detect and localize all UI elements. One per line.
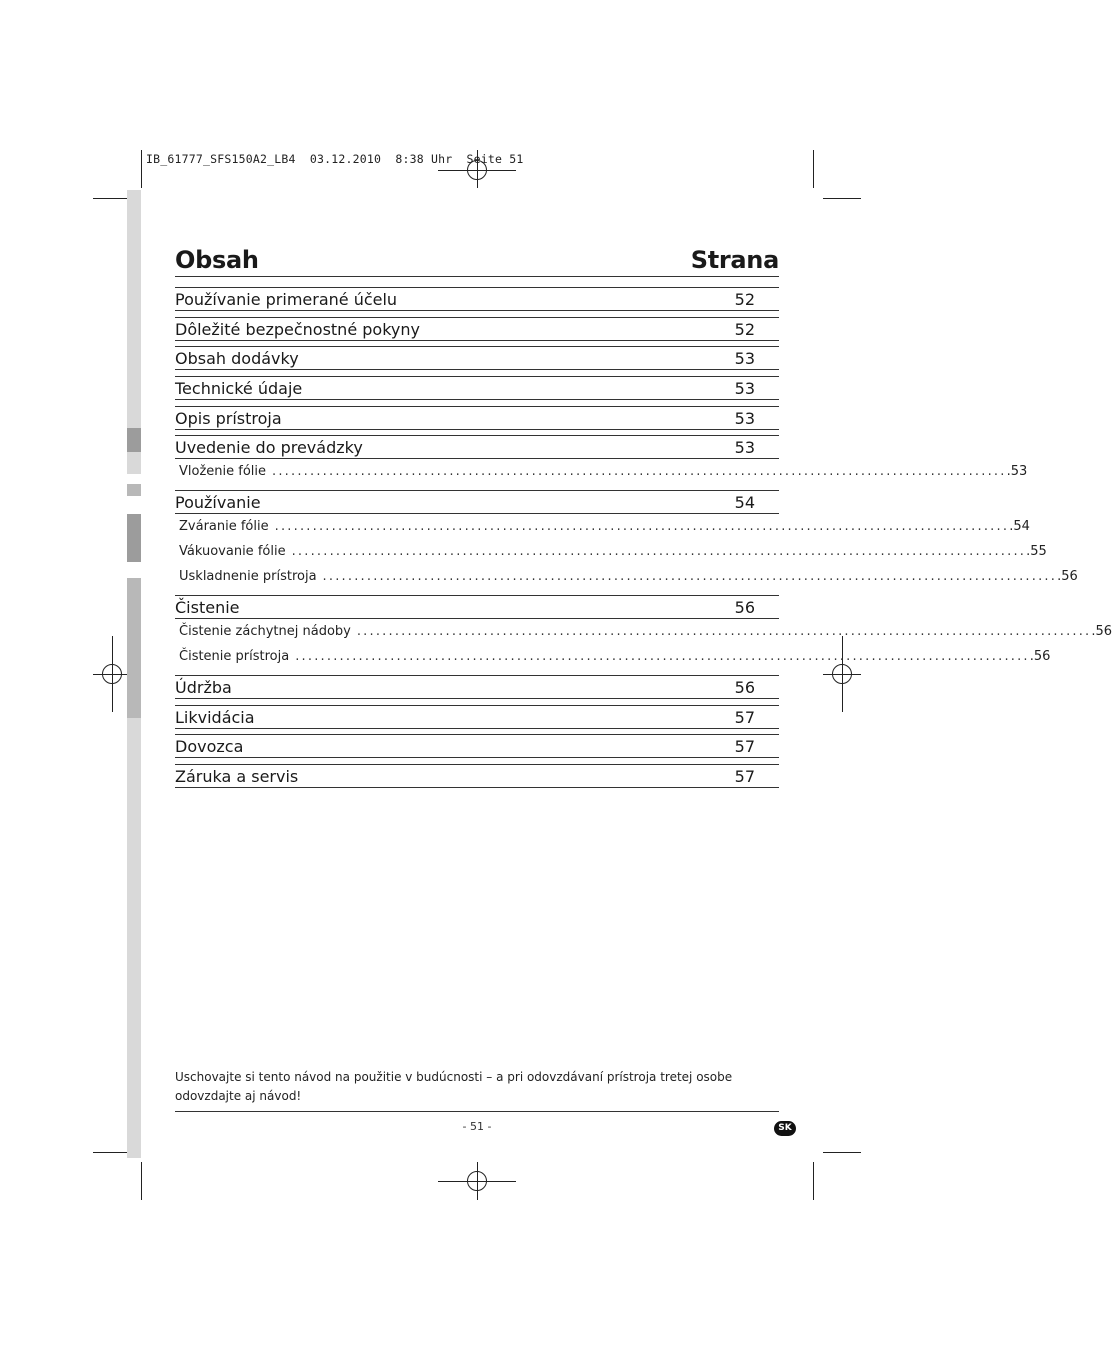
section-label: Opis prístroja bbox=[175, 409, 282, 428]
subsection-label: Čistenie prístroja bbox=[179, 649, 290, 664]
section-label: Používanie bbox=[175, 493, 261, 512]
toc-section bbox=[175, 734, 779, 758]
toc-subsection bbox=[179, 519, 1030, 537]
storage-note: Uschovajte si tento návod na použitie v budúcnosti – a pri odovzdávaní prístroja tretej osobe odovzdajte aj návod! bbox=[175, 1070, 733, 1103]
toc-subsection bbox=[179, 624, 1112, 642]
toc-section bbox=[175, 675, 779, 699]
subsection-label: Zváranie fólie bbox=[179, 519, 269, 534]
section-page: 52 bbox=[734, 320, 755, 339]
toc-section bbox=[175, 346, 779, 370]
toc-section bbox=[175, 490, 779, 514]
section-page: 53 bbox=[734, 409, 755, 428]
section-label: Čistenie bbox=[175, 598, 240, 617]
leader-dots: .................................................................................................................... bbox=[274, 519, 1010, 534]
leader-dots: .................................................................................................................... bbox=[356, 624, 1092, 639]
toc-title: Obsah bbox=[175, 246, 259, 274]
section-label: Likvidácia bbox=[175, 708, 255, 727]
toc-subsection bbox=[179, 569, 1078, 587]
subsection-label: Vákuovanie fólie bbox=[179, 544, 286, 559]
section-label: Používanie primerané účelu bbox=[175, 290, 398, 309]
page-number: - 51 - bbox=[462, 1120, 492, 1133]
toc-subsection bbox=[179, 544, 1047, 562]
section-label: Technické údaje bbox=[175, 379, 303, 398]
section-label: Dovozca bbox=[175, 737, 244, 756]
subsection-page: .56 bbox=[1029, 649, 1051, 664]
toc-section bbox=[175, 764, 779, 788]
leader-dots: .................................................................................................................... bbox=[322, 569, 1058, 584]
subsection-page: .56 bbox=[1057, 569, 1078, 584]
subsection-label: Čistenie záchytnej nádoby bbox=[179, 624, 351, 639]
leader-dots: .................................................................................................................... bbox=[291, 544, 1027, 559]
toc-section bbox=[175, 406, 779, 430]
leader-dots: .................................................................................................................... bbox=[295, 649, 1030, 664]
toc-section bbox=[175, 705, 779, 729]
subsection-page: .55 bbox=[1026, 544, 1047, 559]
toc-subsection bbox=[179, 649, 1051, 667]
section-page: 53 bbox=[734, 349, 755, 368]
section-label: Záruka a servis bbox=[175, 767, 299, 786]
footer-rule bbox=[175, 1111, 779, 1112]
section-label: Obsah dodávky bbox=[175, 349, 299, 368]
toc-section bbox=[175, 435, 779, 459]
toc-subsection bbox=[179, 464, 1028, 482]
leader-dots: .................................................................................................................... bbox=[272, 464, 1007, 479]
page-column-title: Strana bbox=[690, 246, 779, 274]
section-page: 52 bbox=[734, 290, 755, 309]
section-page: 57 bbox=[734, 708, 755, 727]
toc-header bbox=[175, 242, 779, 277]
section-page: 53 bbox=[734, 438, 755, 457]
section-page: 56 bbox=[734, 598, 755, 617]
subsection-page: .54 bbox=[1009, 519, 1030, 534]
section-label: Údržba bbox=[175, 678, 232, 697]
toc-section bbox=[175, 317, 779, 341]
section-page: 57 bbox=[734, 767, 755, 786]
language-badge: SK bbox=[774, 1121, 796, 1136]
section-label: Uvedenie do prevádzky bbox=[175, 438, 363, 457]
section-page: 54 bbox=[734, 493, 755, 512]
section-page: 56 bbox=[734, 678, 755, 697]
subsection-page: .53 bbox=[1006, 464, 1028, 479]
section-page: 57 bbox=[734, 737, 755, 756]
subsection-label: Vloženie fólie bbox=[179, 464, 267, 479]
toc-section bbox=[175, 287, 779, 311]
subsection-page: .56 bbox=[1091, 624, 1112, 639]
toc-section bbox=[175, 376, 779, 400]
print-slug: IB_61777_SFS150A2_LB4 03.12.2010 8:38 Uhr Seite 51 bbox=[146, 152, 524, 166]
toc-section bbox=[175, 595, 779, 619]
subsection-label: Uskladnenie prístroja bbox=[179, 569, 317, 584]
section-label: Dôležité bezpečnostné pokyny bbox=[175, 320, 420, 339]
section-page: 53 bbox=[734, 379, 755, 398]
